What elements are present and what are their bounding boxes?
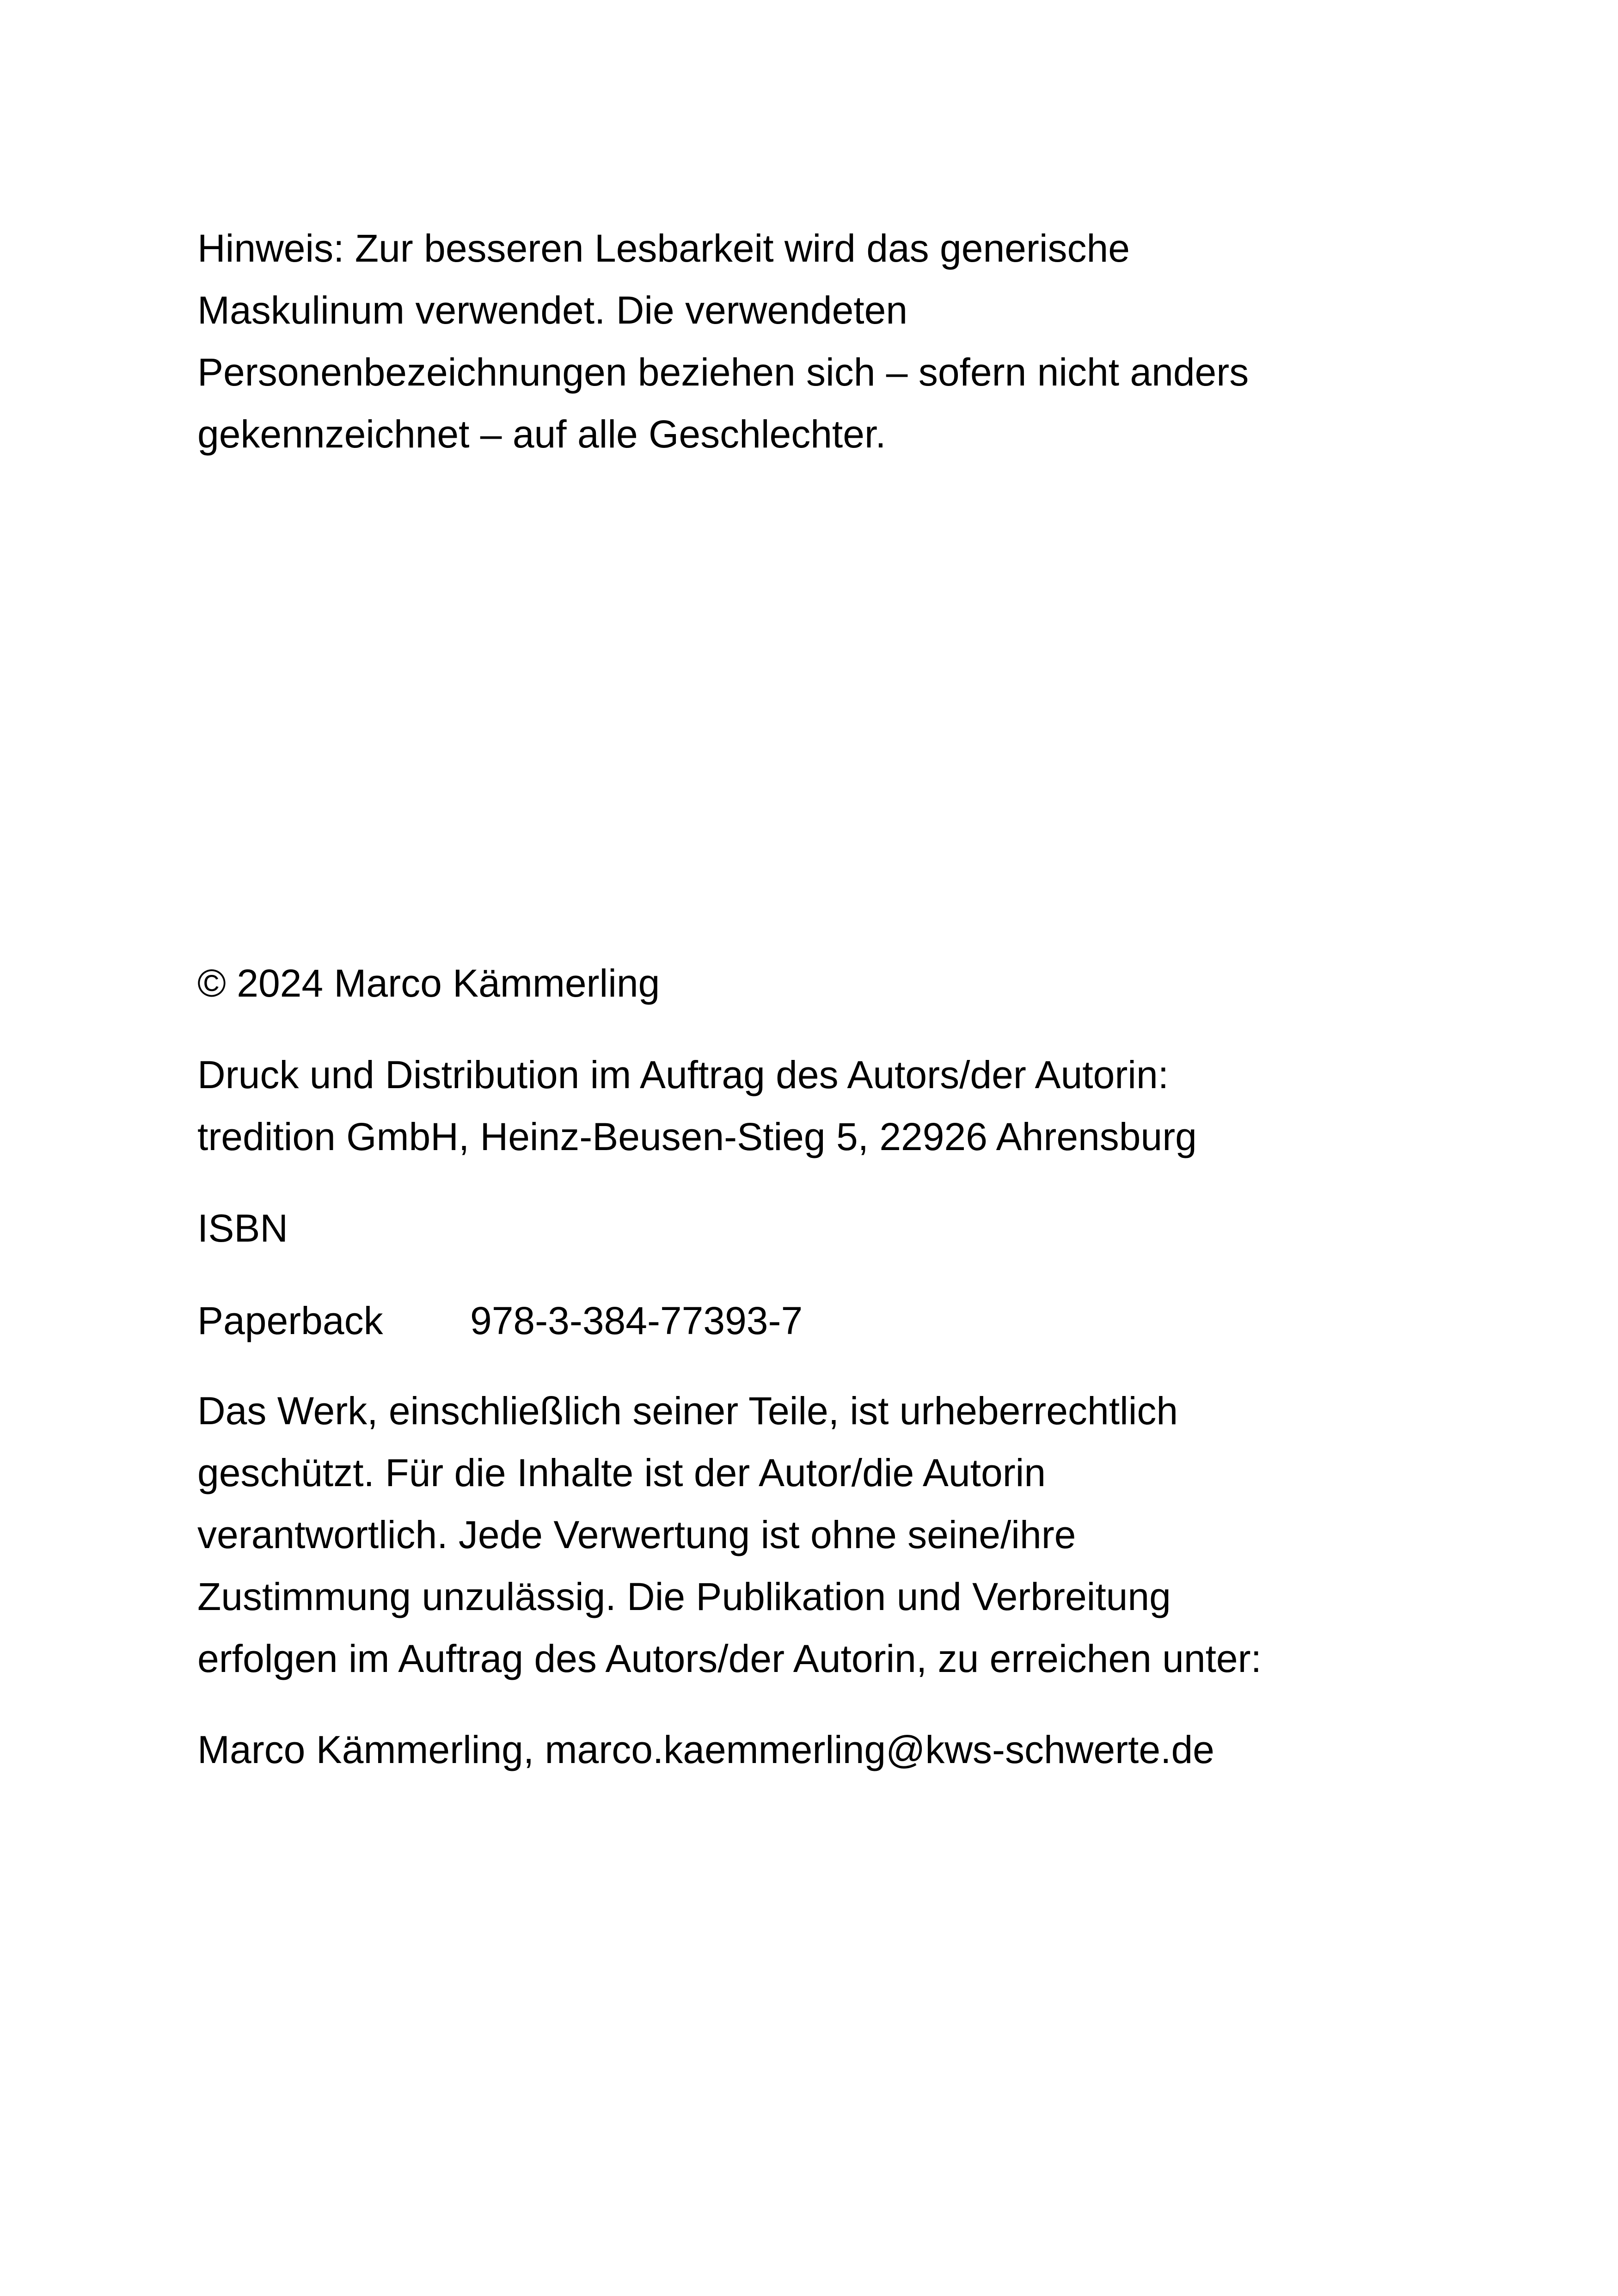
rights-line: erfolgen im Auftrag des Autors/der Autorin, zu erreichen unter: xyxy=(197,1637,1262,1680)
author-contact: Marco Kämmerling, marco.kaemmerling@kws-schwerte.de xyxy=(197,1728,1214,1771)
rights-line: geschützt. Für die Inhalte ist der Autor/die Autorin xyxy=(197,1451,1046,1494)
notice-line: Hinweis: Zur besseren Lesbarkeit wird das generische xyxy=(197,227,1130,270)
isbn-heading: ISBN xyxy=(197,1206,288,1250)
copyright-notice xyxy=(197,1380,1446,1690)
rights-line: Zustimmung unzulässig. Die Publikation und Verbreitung xyxy=(197,1575,1171,1618)
rights-line: Das Werk, einschließlich seiner Teile, ist urheberrechtlich xyxy=(197,1389,1178,1433)
publisher-info xyxy=(197,1044,1446,1168)
publisher-address: tredition GmbH, Heinz-Beusen-Stieg 5, 22926 Ahrensburg xyxy=(197,1115,1197,1158)
notice-line: Maskulinum verwendet. Die verwendeten xyxy=(197,288,908,332)
notice-line: Personenbezeichnungen beziehen sich – sofern nicht anders xyxy=(197,350,1249,394)
paperback-isbn-row xyxy=(197,1290,1446,1352)
paperback-label: Paperback xyxy=(197,1299,383,1342)
rights-line: verantwortlich. Jede Verwertung ist ohne seine/ihre xyxy=(197,1513,1076,1556)
paperback-isbn: 978-3-384-77393-7 xyxy=(470,1299,803,1342)
gender-notice xyxy=(197,217,1446,465)
copyright-line: © 2024 Marco Kämmerling xyxy=(197,961,660,1005)
notice-line: gekennzeichnet – auf alle Geschlechter. xyxy=(197,412,886,456)
publisher-line: Druck und Distribution im Auftrag des Autors/der Autorin: xyxy=(197,1053,1169,1096)
